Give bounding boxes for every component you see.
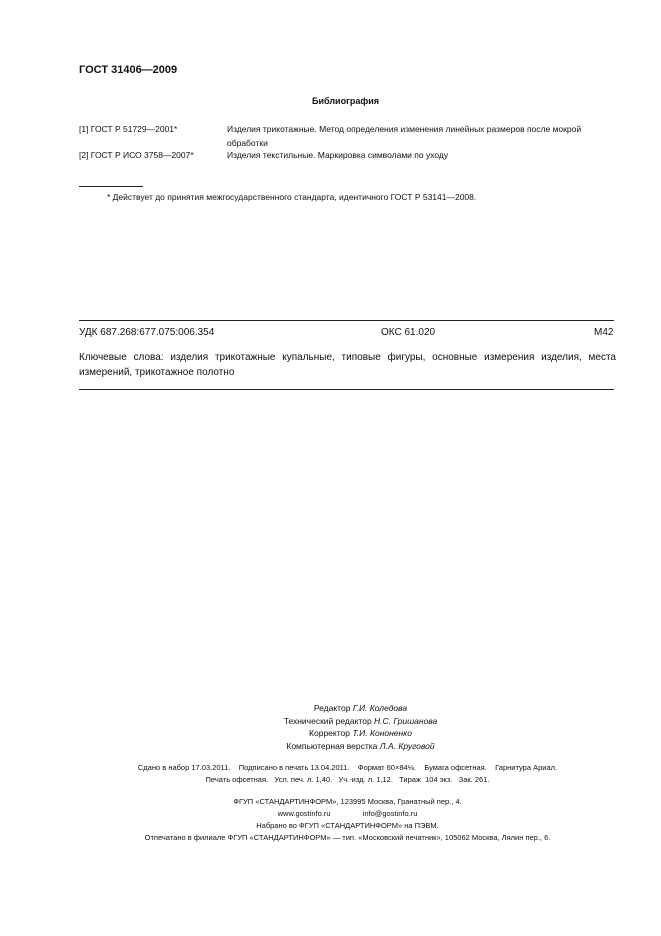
bibliography-title: Библиография [312,96,379,106]
credit-name: Н.С. Гришанова [374,715,438,726]
credit-proofreader [60,727,661,740]
classification-code: М42 [594,327,614,338]
publisher-site: www.gostinfo.ru [277,809,331,818]
credits-block [0,702,661,752]
credit-layout [60,740,661,753]
publisher-contacts [79,808,616,820]
bibliography-desc-1: Изделия трикотажные. Метод определения изменения линейных размеров после мокрой обработки [227,124,582,148]
publisher-printed: Отпечатано в филиале ФГУП «СТАНДАРТИНФОРМ» — тип. «Московский печатник», 105062 Москва, Лялин пер., 6. [144,833,551,842]
rule-bottom [79,389,614,390]
credit-editor [60,702,661,715]
print-info-line-1: Сдано в набор 17.03.2011. Подписано в печать 13.04.2011. Формат 60×84⅛. Бумага офсетная. Гарнитура Ариал. [137,763,558,772]
credit-role: Редактор [313,703,351,713]
bibliography-desc-2: Изделия текстильные. Маркировка символами по уходу [227,150,449,160]
keywords: Ключевые слова: изделия трикотажные купальные, типовые фигуры, основные измерения изделия, места измерений, трикотажное полотно [79,352,616,378]
print-info-line-2: Печать офсетная. Усл. печ. л. 1,40. Уч.-изд. л. 1,12. Тираж 104 экз. Зак. 261. [205,775,490,784]
footnote-divider [79,186,143,187]
bibliography-ref-1: [1] ГОСТ Р 51729—2001* [79,124,178,134]
credit-name: Г.И. Коледова [352,703,408,713]
credit-name: Л.А. Круговой [379,740,435,751]
credit-role: Компьютерная верстка [286,740,378,751]
oks-code: ОКС 61.020 [381,327,436,338]
credit-name: Т.И. Кононенко [352,728,412,738]
publisher-info [79,796,616,844]
bibliography-ref-2: [2] ГОСТ Р ИСО 3758—2007* [79,150,194,160]
print-info [79,762,616,786]
page-header-standard-code: ГОСТ 31406—2009 [79,64,178,76]
footnote-text: * Действует до принятия межгосударственного стандарта, идентичного ГОСТ Р 53141—2008. [107,192,477,202]
rule-top [79,320,614,321]
credit-role: Технический редактор [283,715,372,726]
publisher-address: ФГУП «СТАНДАРТИНФОРМ», 123995 Москва, Гранатный пер., 4. [233,797,462,806]
udk-code: УДК 687.268:677.075:006.354 [79,327,215,338]
credit-tech-editor [60,715,661,728]
publisher-email: info@gostinfo.ru [362,809,418,818]
credit-role: Корректор [309,728,350,738]
publisher-typeset: Набрано во ФГУП «СТАНДАРТИНФОРМ» на ПЭВМ. [256,821,439,830]
